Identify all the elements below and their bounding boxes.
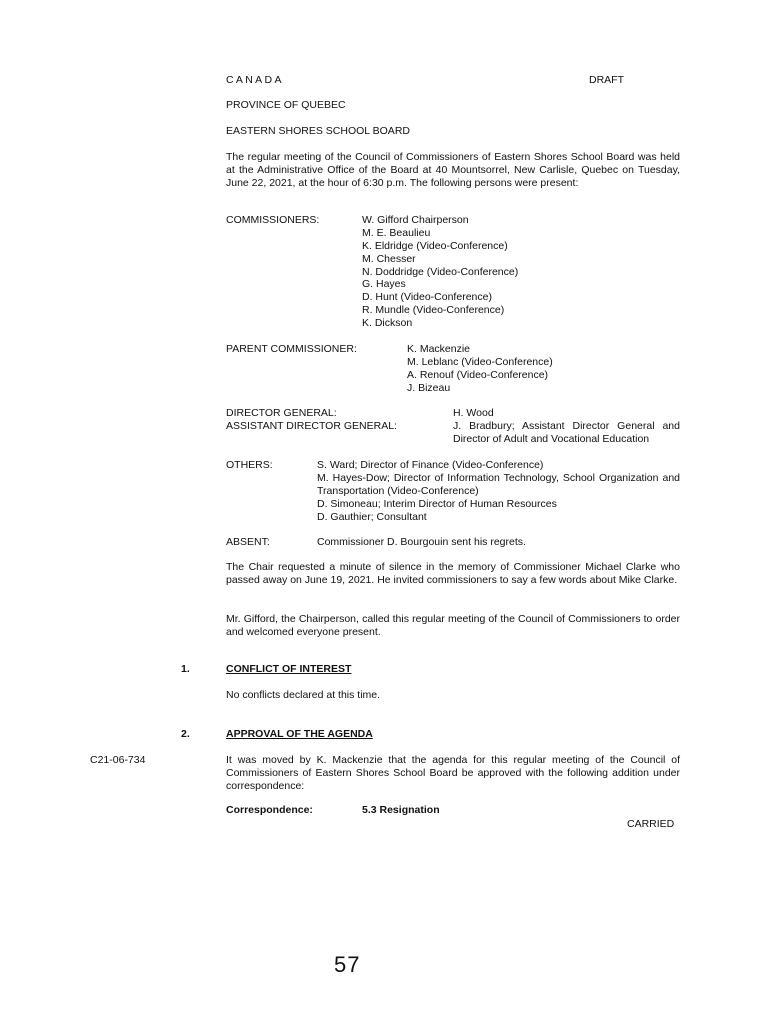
list-item: G. Hayes xyxy=(362,278,406,291)
list-item: K. Mackenzie xyxy=(407,343,471,355)
list-item: S. Ward; Director of Finance (Video-Conference) xyxy=(317,459,544,471)
section-title: APPROVAL OF THE AGENDA xyxy=(226,728,373,740)
list-item: A. Renouf (Video-Conference) xyxy=(407,368,549,381)
carried-label: CARRIED xyxy=(627,818,675,830)
assistant-director-general-name: J. Bradbury; Assistant Director General and Director of Adult and Vocational Education xyxy=(453,420,680,445)
page-number: 57 xyxy=(334,952,361,977)
list-item: W. Gifford Chairperson xyxy=(362,214,469,226)
list-item: D. Hunt (Video-Conference) xyxy=(362,291,492,304)
list-item: D. Simoneau; Interim Director of Human Resources xyxy=(317,498,557,510)
commissioners-list xyxy=(362,214,518,330)
commissioners-label: COMMISSIONERS: xyxy=(226,214,320,226)
section-title: CONFLICT OF INTEREST xyxy=(226,663,352,675)
list-item: R. Mundle (Video-Conference) xyxy=(362,304,505,317)
list-item: M. Chesser xyxy=(362,252,416,265)
list-item: J. Bizeau xyxy=(407,381,451,394)
list-item: N. Doddridge (Video-Conference) xyxy=(362,265,519,278)
province-heading: PROVINCE OF QUEBEC xyxy=(226,99,346,111)
director-general-name: H. Wood xyxy=(453,407,494,419)
list-item: M. Hayes-Dow; Director of Information Technology, School Organization and Transportation (Video-Conference) xyxy=(317,472,680,497)
others-list xyxy=(317,459,680,524)
opening-paragraph: Mr. Gifford, the Chairperson, called this regular meeting of the Council of Commissioners to order and welcomed everyone present. xyxy=(226,613,680,638)
others-label: OTHERS: xyxy=(226,459,273,471)
section-text: No conflicts declared at this time. xyxy=(226,689,381,701)
silence-paragraph: The Chair requested a minute of silence in the memory of Commissioner Michael Clarke who passed away on June 19, 2021. He invited commissioners to say a few words about Mike Clarke. xyxy=(226,561,680,586)
assistant-director-general-label: ASSISTANT DIRECTOR GENERAL: xyxy=(226,420,397,432)
correspondence-item: 5.3 Resignation xyxy=(362,804,440,816)
parent-commissioner-label: PARENT COMMISSIONER: xyxy=(226,343,357,355)
board-heading: EASTERN SHORES SCHOOL BOARD xyxy=(226,125,410,137)
absent-text: Commissioner D. Bourgouin sent his regrets. xyxy=(317,536,526,548)
resolution-number: C21-06-734 xyxy=(90,754,146,766)
list-item: D. Gauthier; Consultant xyxy=(317,511,427,523)
director-general-label: DIRECTOR GENERAL: xyxy=(226,407,337,419)
list-item: M. Leblanc (Video-Conference) xyxy=(407,355,553,368)
parent-commissioner-list xyxy=(407,343,553,395)
section-number: 2. xyxy=(181,728,190,740)
correspondence-label: Correspondence: xyxy=(226,804,313,816)
absent-label: ABSENT: xyxy=(226,536,270,548)
list-item: K. Eldridge (Video-Conference) xyxy=(362,239,508,252)
list-item: M. E. Beaulieu xyxy=(362,226,431,239)
section-text: It was moved by K. Mackenzie that the agenda for this regular meeting of the Council of Commissioners of Eastern Shores School Board be approved with the following addition under correspondence: xyxy=(226,754,680,792)
country-heading: C A N A D A xyxy=(226,74,282,86)
intro-paragraph: The regular meeting of the Council of Commissioners of Eastern Shores School Board was held at the Administrative Office of the Board at 40 Mountsorrel, New Carlisle, Quebec on Tuesday, June 22, 2021, at the hour of 6:30 p.m. The following persons were present: xyxy=(226,151,680,189)
section-number: 1. xyxy=(181,663,190,675)
draft-label: DRAFT xyxy=(589,74,624,86)
list-item: K. Dickson xyxy=(362,317,413,330)
